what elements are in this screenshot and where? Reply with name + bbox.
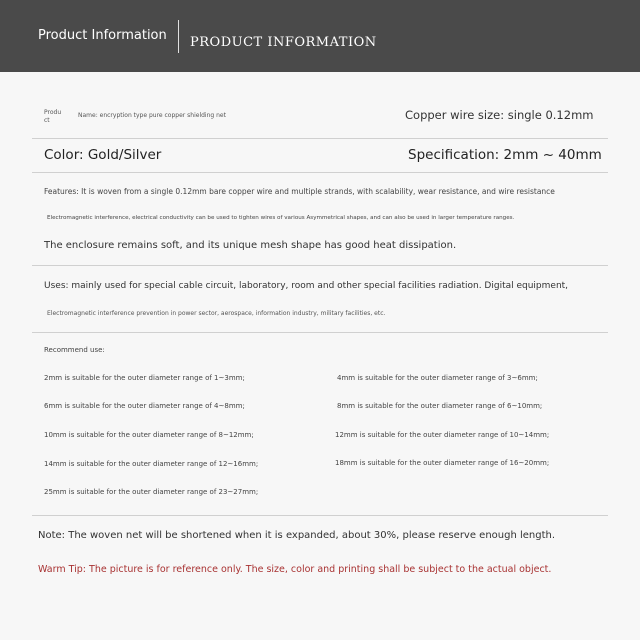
divider	[32, 172, 608, 173]
note-text: Note: The woven net will be shortened when it is expanded, about 30%, please reserve enough length.	[38, 530, 556, 541]
recommend-item-left: 14mm is suitable for the outer diameter range of 12~16mm;	[44, 460, 259, 468]
product-label-line2: ct	[44, 117, 50, 124]
wire-size: Copper wire size: single 0.12mm	[405, 108, 594, 122]
recommend-item-left: 10mm is suitable for the outer diameter range of 8~12mm;	[44, 431, 254, 439]
header-divider	[178, 20, 179, 53]
header-banner	[0, 0, 640, 72]
recommend-item-left: 2mm is suitable for the outer diameter range of 1~3mm;	[44, 374, 245, 382]
divider	[32, 265, 608, 266]
recommend-item-right: 18mm is suitable for the outer diameter range of 16~20mm;	[335, 459, 550, 467]
divider	[32, 138, 608, 139]
divider	[32, 515, 608, 516]
features-line-3: The enclosure remains soft, and its unique mesh shape has good heat dissipation.	[44, 240, 457, 251]
color-label: Color: Gold/Silver	[44, 147, 162, 163]
recommend-item-left: 25mm is suitable for the outer diameter range of 23~27mm;	[44, 488, 259, 496]
uses-line-1: Uses: mainly used for special cable circuit, laboratory, room and other special facilities radiation. Digital equipment,	[44, 281, 569, 291]
divider	[32, 332, 608, 333]
product-label-line1: Produ	[44, 109, 62, 116]
features-line-2: Electromagnetic interference, electrical conductivity can be used to tighten wires of various Asymmetrical shapes, and can also be used in larger temperature ranges.	[47, 215, 515, 221]
recommend-item-right: 8mm is suitable for the outer diameter range of 6~10mm;	[337, 402, 543, 410]
features-line-1: Features: It is woven from a single 0.12mm bare copper wire and multiple strands, with scalability, wear resistance, and wire resistance	[44, 187, 555, 196]
header-title-caps: PRODUCT INFORMATION	[190, 35, 377, 50]
recommend-title: Recommend use:	[44, 346, 105, 354]
recommend-item-right: 4mm is suitable for the outer diameter range of 3~6mm;	[337, 374, 538, 382]
recommend-item-right: 12mm is suitable for the outer diameter range of 10~14mm;	[335, 431, 550, 439]
header-title: Product Information	[38, 28, 167, 43]
warm-tip-text: Warm Tip: The picture is for reference only. The size, color and printing shall be subject to the actual object.	[38, 564, 552, 575]
uses-line-2: Electromagnetic interference prevention in power sector, aerospace, information industry, military facilities, etc.	[47, 310, 386, 317]
recommend-item-left: 6mm is suitable for the outer diameter range of 4~8mm;	[44, 402, 245, 410]
product-name: Name: encryption type pure copper shielding net	[78, 112, 226, 119]
specification-label: Specification: 2mm ~ 40mm	[408, 147, 602, 163]
